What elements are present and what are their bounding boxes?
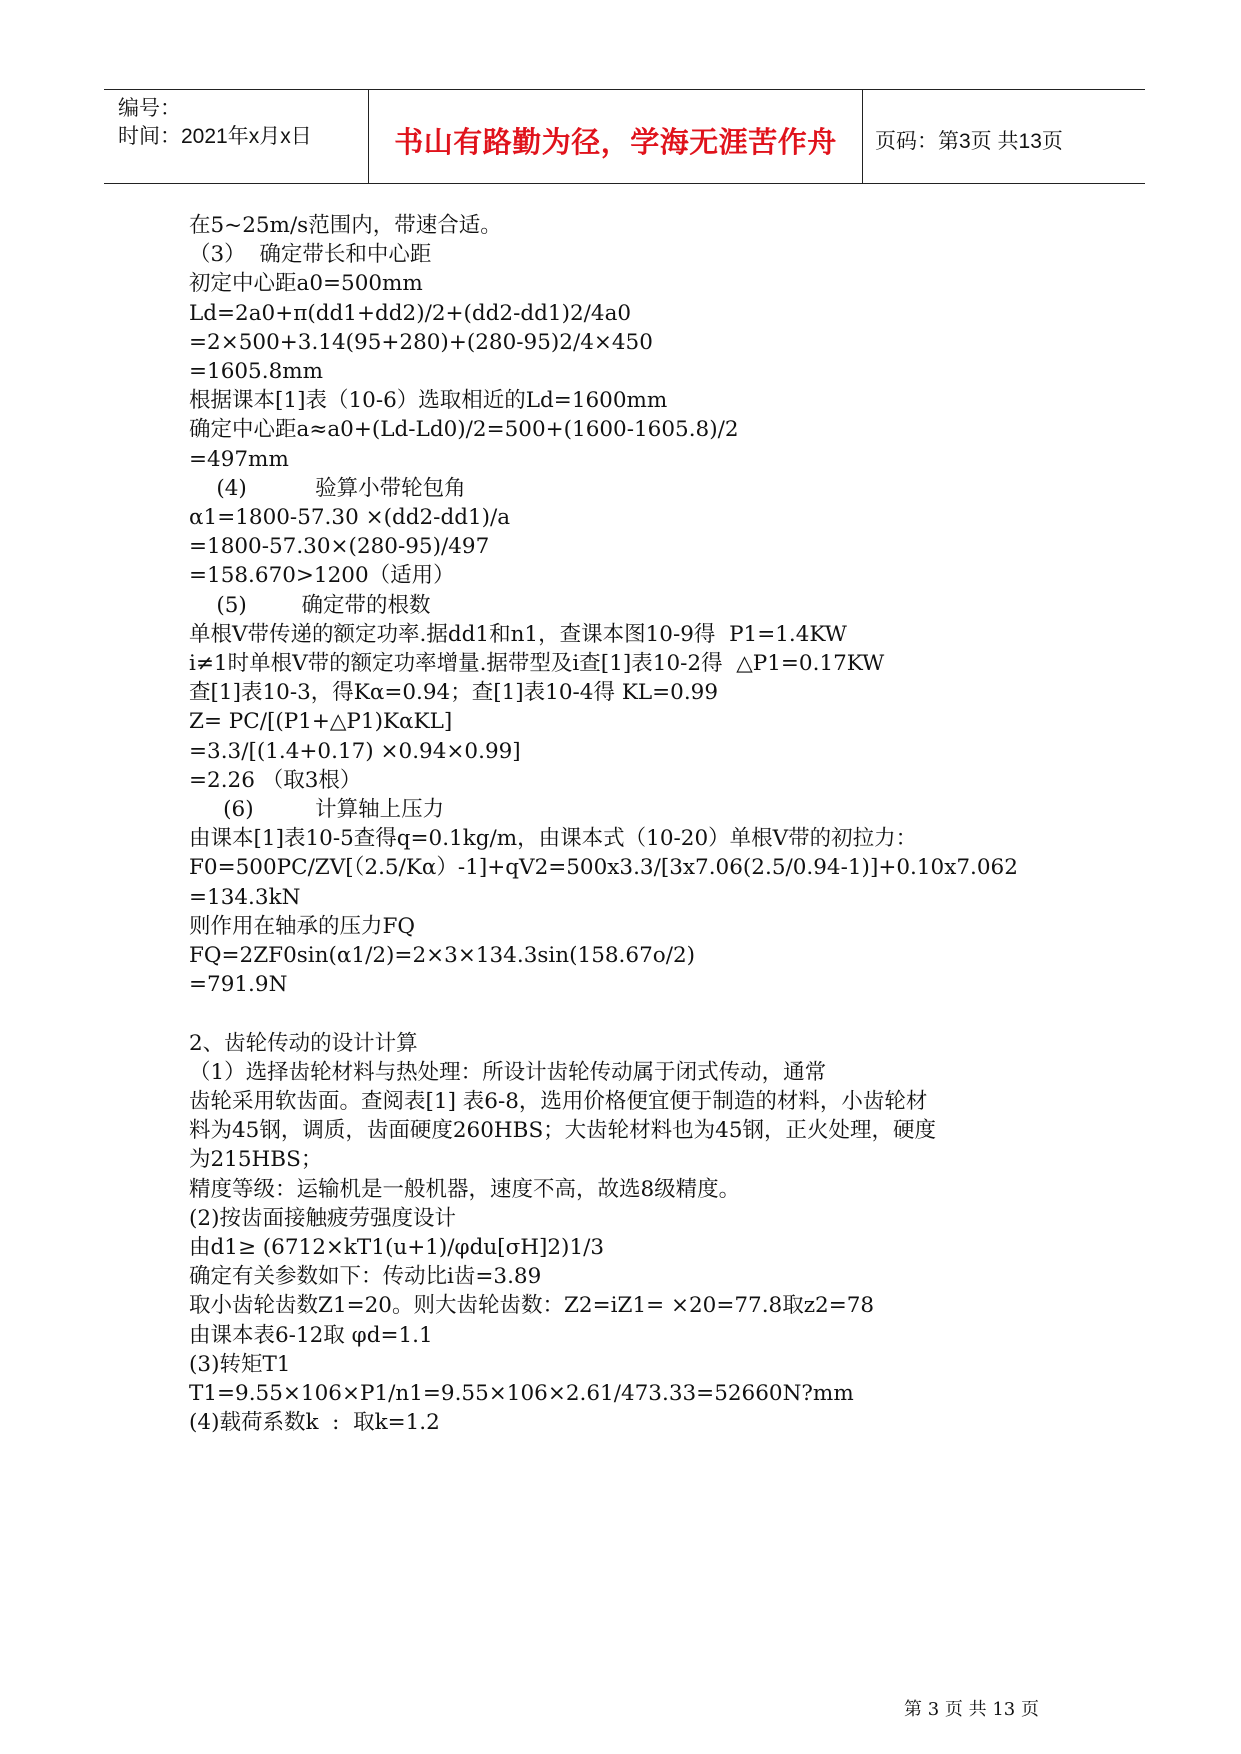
text-line: (4) 验算小带轮包角	[189, 475, 466, 501]
text-line: =1800-57.30×(280-95)/497	[189, 534, 490, 560]
page-header	[104, 89, 1145, 184]
text-line: 查[1]表10-3，得Kα=0.94；查[1]表10-4得 KL=0.99	[189, 680, 719, 706]
document-date-label: 时间：2021年x月x日	[118, 125, 312, 148]
text-line: F0=500PC/ZV[（2.5/Kα）-1]+qV2=500x3.3/[3x7.06(2.5/0.94-1)]+0.10x7.062	[189, 855, 1018, 881]
header-page-cell	[863, 90, 1145, 183]
text-line: (4)载荷系数k : 取k=1.2	[189, 1410, 440, 1436]
text-line: Z= PC/[(P1+△P1)KαKL]	[189, 709, 453, 735]
text-line: 由课本表6-12取 φd=1.1	[189, 1322, 433, 1348]
page-footer-number: 第 3 页 共 13 页	[904, 1699, 1039, 1720]
text-line: 在5~25m/s范围内，带速合适。	[189, 213, 502, 238]
text-line: T1=9.55×106×P1/n1=9.55×106×2.61/473.33=52660N?mm	[189, 1381, 854, 1406]
text-line: 确定中心距a≈a0+(Ld-Ld0)/2=500+(1600-1605.8)/2	[189, 417, 739, 443]
header-motto-cell	[369, 90, 863, 183]
text-line: =3.3/[(1.4+0.17) ×0.94×0.99]	[189, 738, 521, 764]
text-line: 则作用在轴承的压力FQ	[189, 913, 416, 939]
text-line: =2×500+3.14(95+280)+(280-95)2/4×450	[189, 329, 653, 355]
text-line: 由d1≥ (6712×kT1(u+1)/φdu[σH]2)1/3	[189, 1235, 605, 1260]
document-number-label: 编号：	[118, 97, 181, 120]
text-line: (3)转矩T1	[189, 1351, 291, 1377]
text-line: 料为45钢，调质，齿面硬度260HBS；大齿轮材料也为45钢，正火处理，硬度	[189, 1118, 937, 1144]
text-line: FQ=2ZF0sin(α1/2)=2×3×134.3sin(158.67o/2)	[189, 943, 696, 968]
text-line: 精度等级：运输机是一般机器，速度不高，故选8级精度。	[189, 1176, 741, 1202]
text-line: (2)按齿面接触疲劳强度设计	[189, 1205, 456, 1231]
text-line: α1=1800-57.30 ×(dd2-dd1)/a	[189, 505, 511, 530]
text-line: (5) 确定带的根数	[189, 592, 431, 618]
text-line: =2.26 （取3根）	[189, 767, 362, 793]
text-line: =134.3kN	[189, 884, 301, 910]
header-page-number: 页码：第3页 共13页	[875, 130, 1063, 153]
text-line: 为215HBS；	[189, 1147, 323, 1173]
text-line: 确定有关参数如下：传动比i齿=3.89	[189, 1264, 542, 1290]
text-line: 齿轮采用软齿面。查阅表[1] 表6-8，选用价格便宜便于制造的材料，小齿轮材	[189, 1089, 928, 1114]
text-line: 由课本[1]表10-5查得q=0.1kg/m，由课本式（10-20）单根V带的初拉力：	[189, 826, 918, 852]
text-line: =791.9N	[189, 972, 288, 998]
text-line: =1605.8mm	[189, 359, 324, 384]
text-line: 根据课本[1]表（10-6）选取相近的Ld=1600mm	[189, 388, 668, 414]
header-motto: 书山有路勤为径，学海无涯苦作舟	[394, 125, 837, 159]
text-line: （3） 确定带长和中心距	[189, 242, 432, 268]
text-line: 取小齿轮齿数Z1=20。则大齿轮齿数：Z2=iZ1= ×20=77.8取z2=78	[189, 1293, 875, 1319]
text-line: =497mm	[189, 446, 289, 472]
text-line: =158.670>1200（适用）	[189, 563, 455, 589]
text-line: （1）选择齿轮材料与热处理：所设计齿轮传动属于闭式传动，通常	[189, 1059, 827, 1085]
text-line: 2、齿轮传动的设计计算	[189, 1030, 418, 1056]
text-line: 单根V带传递的额定功率.据dd1和n1，查课本图10-9得 P1=1.4KW	[189, 621, 847, 647]
text-line: 初定中心距a0=500mm	[189, 271, 423, 297]
text-line: (6) 计算轴上压力	[189, 797, 445, 822]
header-info-cell	[104, 90, 369, 183]
text-line: Ld=2a0+π(dd1+dd2)/2+(dd2-dd1)2/4a0	[189, 300, 632, 326]
text-line: i≠1时单根V带的额定功率增量.据带型及i查[1]表10-2得 △P1=0.17KW	[189, 651, 885, 676]
